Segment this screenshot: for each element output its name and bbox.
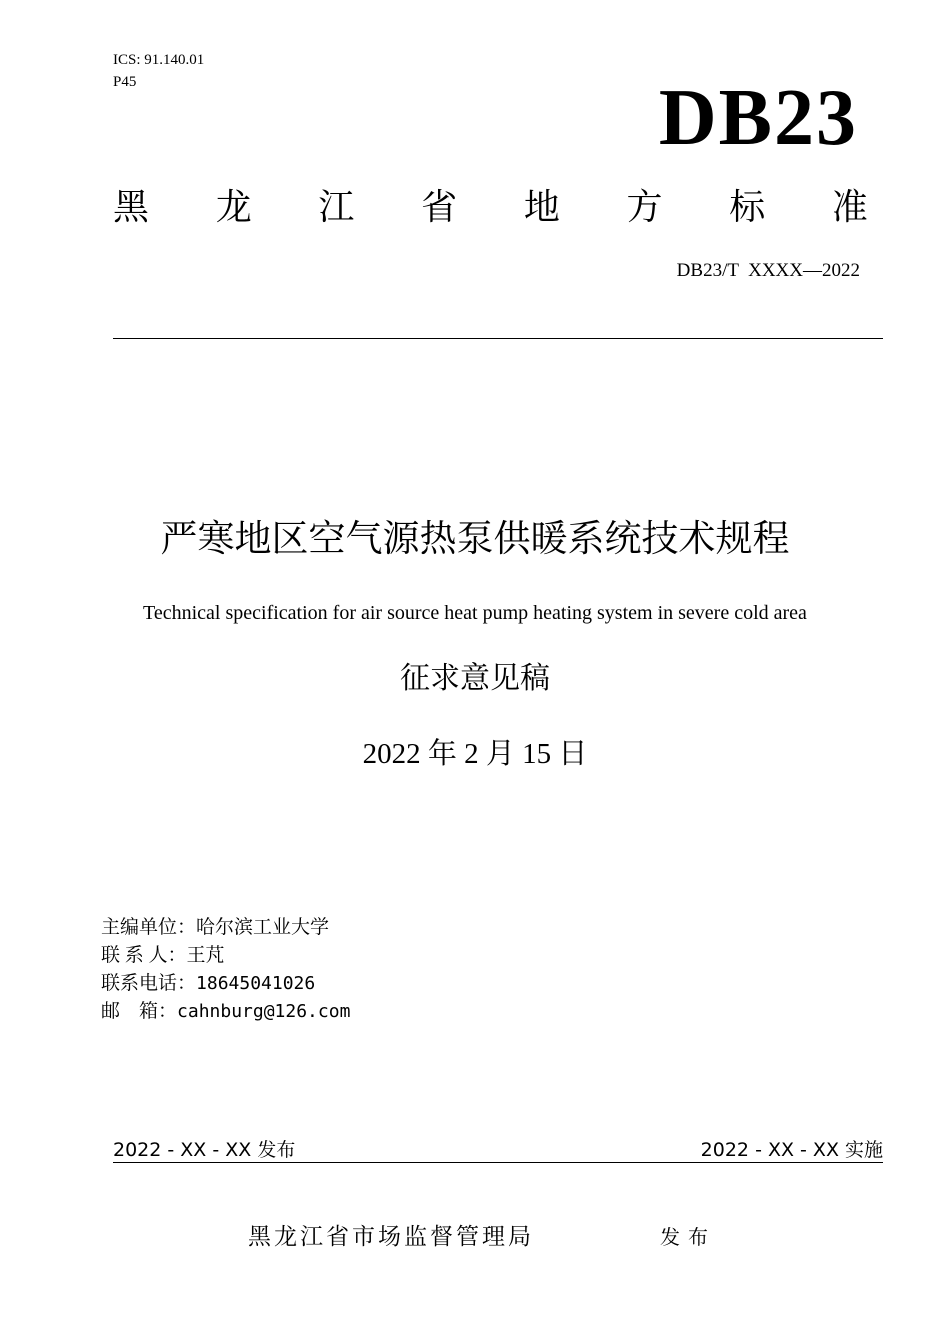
contact-label: 联 系 人： xyxy=(101,945,187,966)
draft-date: 2022 年 2 月 15 日 xyxy=(362,738,588,770)
contact-row-person xyxy=(101,942,350,970)
standard-type-char: 准 xyxy=(831,187,868,228)
standard-type-char: 江 xyxy=(318,187,355,228)
contact-value: 哈尔滨工业大学 xyxy=(196,917,330,938)
contact-label: 主编单位： xyxy=(101,917,197,938)
ccs-code: P45 xyxy=(113,74,137,90)
db-logo: DB23 xyxy=(658,74,858,162)
title-english: Technical specification for air source heat pump heating system in severe cold area xyxy=(143,602,807,624)
draft-label: 征求意见稿 xyxy=(400,662,550,695)
contact-label: 联系电话： xyxy=(101,973,197,994)
contact-value: 王芃 xyxy=(186,945,225,966)
standard-type-heading xyxy=(113,186,868,230)
standard-number: DB23/T XXXX—2022 xyxy=(676,260,860,281)
footer-divider xyxy=(113,1162,883,1163)
standard-type-char: 地 xyxy=(523,187,560,228)
contact-info xyxy=(101,914,350,1026)
standard-type-char: 黑 xyxy=(113,187,150,228)
contact-row-email xyxy=(101,998,350,1026)
implement-date: 2022 - XX - XX 实施 xyxy=(700,1139,883,1161)
classification-codes xyxy=(113,49,204,93)
publish-date: 2022 - XX - XX 发布 xyxy=(113,1139,296,1161)
header-divider xyxy=(113,338,883,339)
issuer: 黑龙江省市场监督管理局 xyxy=(248,1224,534,1250)
standard-type-char: 方 xyxy=(626,187,663,228)
contact-value: cahnburg@126.com xyxy=(177,1001,351,1022)
title-chinese: 严寒地区空气源热泵供暖系统技术规程 xyxy=(160,517,790,560)
contact-row-phone xyxy=(101,970,350,998)
standard-type-char: 龙 xyxy=(215,187,252,228)
contact-row-editor xyxy=(101,914,350,942)
issuer-suffix: 发布 xyxy=(660,1225,716,1249)
contact-value: 18645041026 xyxy=(196,973,316,994)
contact-label: 邮 箱： xyxy=(101,1001,178,1022)
standard-type-char: 标 xyxy=(729,187,766,228)
ics-code: ICS: 91.140.01 xyxy=(113,52,205,68)
standard-type-char: 省 xyxy=(421,187,458,228)
